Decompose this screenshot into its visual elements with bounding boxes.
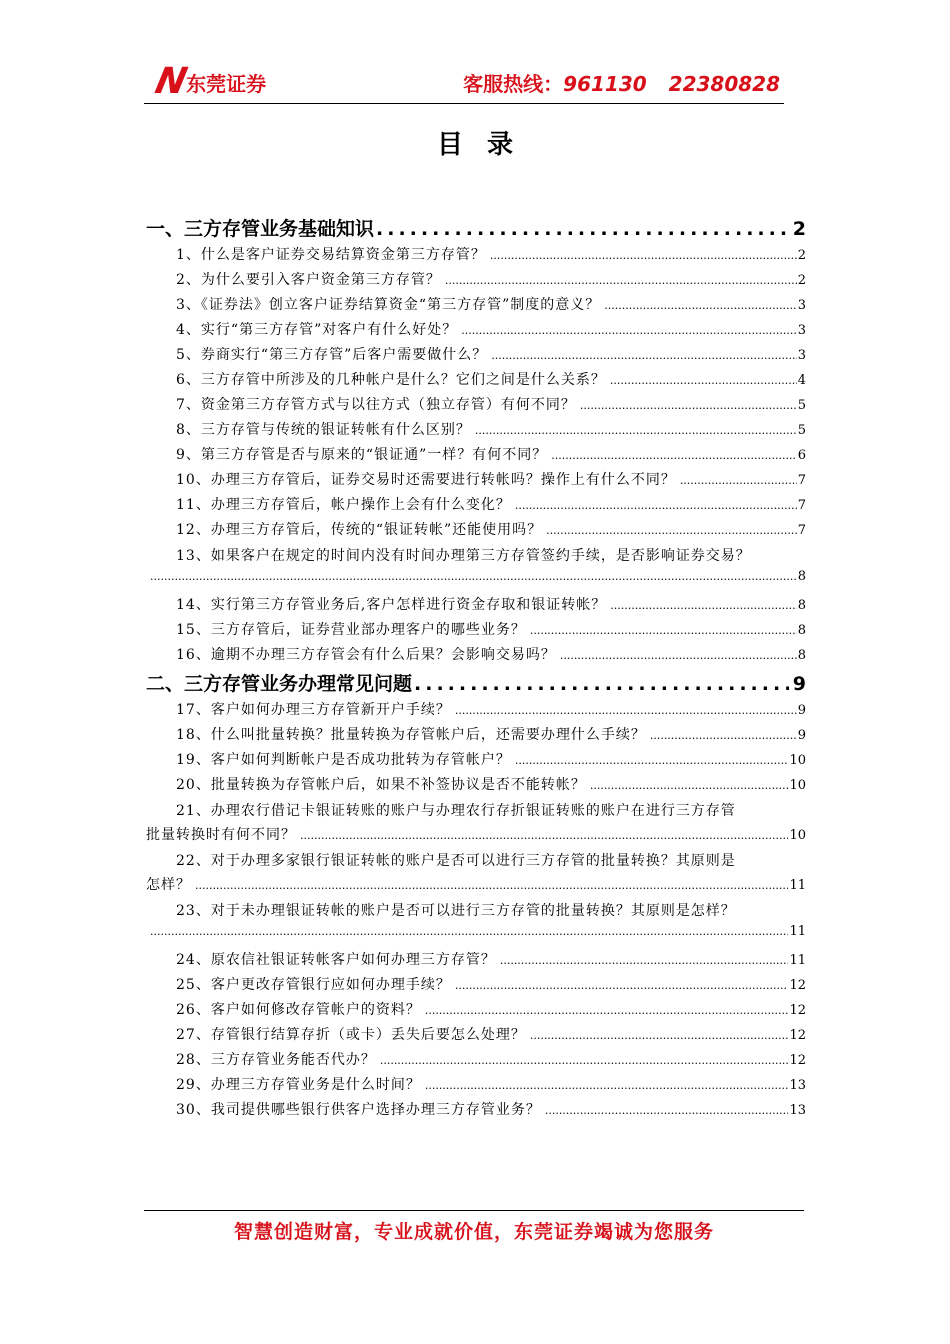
toc-entry-page: 2 bbox=[797, 248, 806, 263]
toc-entry-text: 14、实行第三方存管业务后,客户怎样进行资金存取和银证转帐？ bbox=[176, 597, 607, 613]
logo-mark: N bbox=[151, 61, 189, 102]
header-divider bbox=[144, 103, 784, 104]
page-header bbox=[144, 60, 784, 110]
toc-entry[interactable] bbox=[146, 469, 806, 494]
toc-entry-text: 29、办理三方存管业务是什么时间？ bbox=[176, 1077, 421, 1093]
toc-entry-text: 27、存管银行结算存折（或卡）丢失后要怎么处理？ bbox=[176, 1027, 526, 1043]
hotline-label: 客服热线： bbox=[463, 72, 564, 96]
toc-entry[interactable] bbox=[146, 644, 806, 669]
toc-entry-text: 18、什么叫批量转换？批量转换为存管帐户后，还需要办理什么手续？ bbox=[176, 727, 646, 743]
toc-entry-text: 1、什么是客户证券交易结算资金第三方存管？ bbox=[176, 247, 486, 263]
toc-entry-text: 9、第三方存管是否与原来的“银证通”一样？有何不同？ bbox=[176, 447, 548, 463]
toc-section-heading[interactable] bbox=[146, 669, 806, 699]
toc-entry-page: 8 bbox=[797, 598, 806, 613]
toc-entry-page: 11 bbox=[789, 924, 806, 939]
toc-leader-dots bbox=[475, 424, 797, 437]
toc-leader-dots bbox=[150, 570, 797, 583]
toc-entry-text: 23、对于未办理银证转帐的账户是否可以进行三方存管的批量转换？其原则是怎样？ bbox=[176, 903, 736, 919]
toc-entry[interactable] bbox=[146, 799, 806, 849]
toc-entry-page: 7 bbox=[797, 498, 806, 513]
toc-entry-text: 22、对于办理多家银行银证转帐的账户是否可以进行三方存管的批量转换？其原则是 bbox=[176, 853, 736, 869]
toc-entry-text-continued: 怎样？ bbox=[146, 877, 191, 893]
toc-entry-page: 10 bbox=[789, 753, 806, 768]
toc-leader-dots bbox=[530, 624, 797, 637]
toc-entry[interactable] bbox=[146, 544, 806, 594]
toc-entry[interactable] bbox=[146, 244, 806, 269]
toc-entry-text: 8、三方存管与传统的银证转帐有什么区别？ bbox=[176, 422, 471, 438]
toc-leader-dots bbox=[604, 299, 796, 312]
toc-entry-text: 28、三方存管业务能否代办？ bbox=[176, 1052, 376, 1068]
toc-entry-page: 3 bbox=[797, 323, 806, 338]
toc-entry-text: 13、如果客户在规定的时间内没有时间办理第三方存管签约手续，是否影响证券交易？ bbox=[176, 548, 751, 564]
toc-entry[interactable] bbox=[146, 344, 806, 369]
toc-entry[interactable] bbox=[146, 394, 806, 419]
toc-entry-text: 3、《证券法》创立客户证券结算资金“第三方存管”制度的意义？ bbox=[176, 297, 601, 313]
toc-leader-dots bbox=[680, 474, 797, 487]
toc-entry-page: 7 bbox=[797, 473, 806, 488]
toc-entry-page: 6 bbox=[797, 448, 806, 463]
toc-entry-page: 5 bbox=[797, 398, 806, 413]
toc-entry[interactable] bbox=[146, 849, 806, 899]
toc-entry-page: 12 bbox=[789, 1028, 806, 1043]
toc-entry-text: 20、批量转换为存管帐户后，如果不补签协议是否不能转帐？ bbox=[176, 777, 586, 793]
toc-entry[interactable] bbox=[146, 699, 806, 724]
toc-section-page: 2 bbox=[792, 218, 806, 240]
toc-entry-page: 8 bbox=[797, 569, 806, 584]
toc-section-title: 一、三方存管业务基础知识 bbox=[146, 218, 375, 240]
footer-divider bbox=[144, 1210, 804, 1211]
toc-entry-text: 7、资金第三方存管方式与以往方式（独立存管）有何不同？ bbox=[176, 397, 576, 413]
toc-leader-dots bbox=[560, 649, 797, 662]
toc-leader-dots bbox=[195, 879, 788, 892]
toc-entry-text: 5、券商实行“第三方存管”后客户需要做什么？ bbox=[176, 347, 488, 363]
toc-entry[interactable] bbox=[146, 594, 806, 619]
toc-entry-text: 11、办理三方存管后，帐户操作上会有什么变化？ bbox=[176, 497, 511, 513]
toc-entry-page: 10 bbox=[789, 778, 806, 793]
toc-leader-dots bbox=[380, 1054, 789, 1067]
toc-entry-text: 21、办理农行借记卡银证转账的账户与办理农行存折银证转账的账户在进行三方存管 bbox=[176, 803, 736, 819]
company-logo bbox=[151, 61, 267, 102]
toc-entry-page: 7 bbox=[797, 523, 806, 538]
toc-entry-page: 9 bbox=[797, 728, 806, 743]
toc-entry[interactable] bbox=[146, 1024, 806, 1049]
toc-leader-dots bbox=[376, 218, 789, 240]
toc-entry[interactable] bbox=[146, 1074, 806, 1099]
toc-entry[interactable] bbox=[146, 749, 806, 774]
toc-leader-dots bbox=[650, 729, 797, 742]
toc-entry-page: 3 bbox=[797, 348, 806, 363]
hotline bbox=[463, 68, 780, 97]
toc-entry[interactable] bbox=[146, 774, 806, 799]
toc-entry[interactable] bbox=[146, 724, 806, 749]
toc-entry[interactable] bbox=[146, 1049, 806, 1074]
toc-leader-dots bbox=[610, 374, 797, 387]
toc-entry-page: 10 bbox=[789, 828, 806, 843]
toc-entry-text: 2、为什么要引入客户资金第三方存管？ bbox=[176, 272, 441, 288]
toc-entry[interactable] bbox=[146, 619, 806, 644]
toc-leader-dots bbox=[500, 954, 789, 967]
toc-entry-text: 10、办理三方存管后，证券交易时还需要进行转帐吗？操作上有什么不同？ bbox=[176, 472, 676, 488]
toc-leader-dots bbox=[551, 449, 796, 462]
toc-entry-text: 25、客户更改存管银行应如何办理手续？ bbox=[176, 977, 451, 993]
toc-section-title: 二、三方存管业务办理常见问题 bbox=[146, 673, 413, 695]
toc-entry-text: 26、客户如何修改存管帐户的资料？ bbox=[176, 1002, 421, 1018]
toc-leader-dots bbox=[590, 779, 789, 792]
toc-leader-dots bbox=[490, 249, 797, 262]
toc-leader-dots bbox=[425, 1004, 789, 1017]
hotline-number-2: 22380828 bbox=[668, 72, 780, 96]
toc-entry-text: 15、三方存管后，证券营业部办理客户的哪些业务？ bbox=[176, 622, 526, 638]
toc-entry[interactable] bbox=[146, 269, 806, 294]
toc-entry[interactable] bbox=[146, 294, 806, 319]
toc-entry-page: 8 bbox=[797, 648, 806, 663]
toc-entry-text: 30、我司提供哪些银行供客户选择办理三方存管业务？ bbox=[176, 1102, 541, 1118]
table-of-contents bbox=[146, 214, 806, 1124]
page-footer bbox=[144, 1210, 804, 1244]
toc-entry-text: 4、实行“第三方存管”对客户有什么好处？ bbox=[176, 322, 458, 338]
toc-entry-text: 16、逾期不办理三方存管会有什么后果？会影响交易吗？ bbox=[176, 647, 556, 663]
toc-entry-page: 11 bbox=[789, 953, 806, 968]
toc-entry[interactable] bbox=[146, 999, 806, 1024]
toc-leader-dots bbox=[530, 1029, 789, 1042]
toc-entry-page: 12 bbox=[789, 1053, 806, 1068]
toc-leader-dots bbox=[461, 324, 796, 337]
toc-entry-text: 12、办理三方存管后，传统的“银证转帐”还能使用吗？ bbox=[176, 522, 543, 538]
toc-entry-page: 2 bbox=[797, 273, 806, 288]
toc-entry-text: 24、原农信社银证转帐客户如何办理三方存管？ bbox=[176, 952, 496, 968]
toc-leader-dots bbox=[414, 673, 789, 695]
toc-leader-dots bbox=[425, 1079, 789, 1092]
toc-entry[interactable] bbox=[146, 369, 806, 394]
toc-entry[interactable] bbox=[146, 319, 806, 344]
toc-entry[interactable] bbox=[146, 519, 806, 544]
toc-entry-page: 12 bbox=[789, 1003, 806, 1018]
toc-entry-text-continued: 批量转换时有何不同？ bbox=[146, 827, 296, 843]
toc-section-page: 9 bbox=[792, 673, 806, 695]
toc-leader-dots bbox=[515, 754, 789, 767]
toc-leader-dots bbox=[580, 399, 797, 412]
toc-entry-page: 12 bbox=[789, 978, 806, 993]
toc-entry-page: 11 bbox=[789, 878, 806, 893]
toc-leader-dots bbox=[515, 499, 797, 512]
page-title: 目录 bbox=[436, 130, 537, 160]
toc-leader-dots bbox=[546, 524, 797, 537]
toc-entry-page: 8 bbox=[797, 623, 806, 638]
toc-section-heading[interactable] bbox=[146, 214, 806, 244]
toc-leader-dots bbox=[455, 979, 789, 992]
toc-entry-page: 4 bbox=[797, 373, 806, 388]
toc-entry-text: 17、客户如何办理三方存管新开户手续？ bbox=[176, 702, 451, 718]
toc-leader-dots bbox=[610, 599, 796, 612]
toc-leader-dots bbox=[455, 704, 797, 717]
toc-entry[interactable] bbox=[146, 419, 806, 444]
toc-entry-page: 3 bbox=[797, 298, 806, 313]
toc-entry-page: 9 bbox=[797, 703, 806, 718]
toc-entry[interactable] bbox=[146, 1099, 806, 1124]
toc-leader-dots bbox=[445, 274, 797, 287]
toc-entry[interactable] bbox=[146, 444, 806, 469]
toc-entry-text: 6、三方存管中所涉及的几种帐户是什么？它们之间是什么关系？ bbox=[176, 372, 606, 388]
toc-entry[interactable] bbox=[146, 974, 806, 999]
toc-entry-page: 13 bbox=[789, 1103, 806, 1118]
toc-entry[interactable] bbox=[146, 899, 806, 949]
toc-leader-dots bbox=[545, 1104, 789, 1117]
toc-leader-dots bbox=[300, 829, 788, 842]
toc-leader-dots bbox=[491, 349, 796, 362]
toc-leader-dots bbox=[150, 925, 788, 938]
toc-entry[interactable] bbox=[146, 494, 806, 519]
toc-entry-page: 13 bbox=[789, 1078, 806, 1093]
toc-entry-text: 19、客户如何判断帐户是否成功批转为存管帐户？ bbox=[176, 752, 511, 768]
company-name: 东莞证券 bbox=[186, 71, 267, 96]
hotline-number-1: 961130 bbox=[563, 72, 647, 96]
footer-slogan: 智慧创造财富，专业成就价值，东莞证券竭诚为您服务 bbox=[233, 1221, 714, 1243]
toc-entry[interactable] bbox=[146, 949, 806, 974]
toc-entry-page: 5 bbox=[797, 423, 806, 438]
